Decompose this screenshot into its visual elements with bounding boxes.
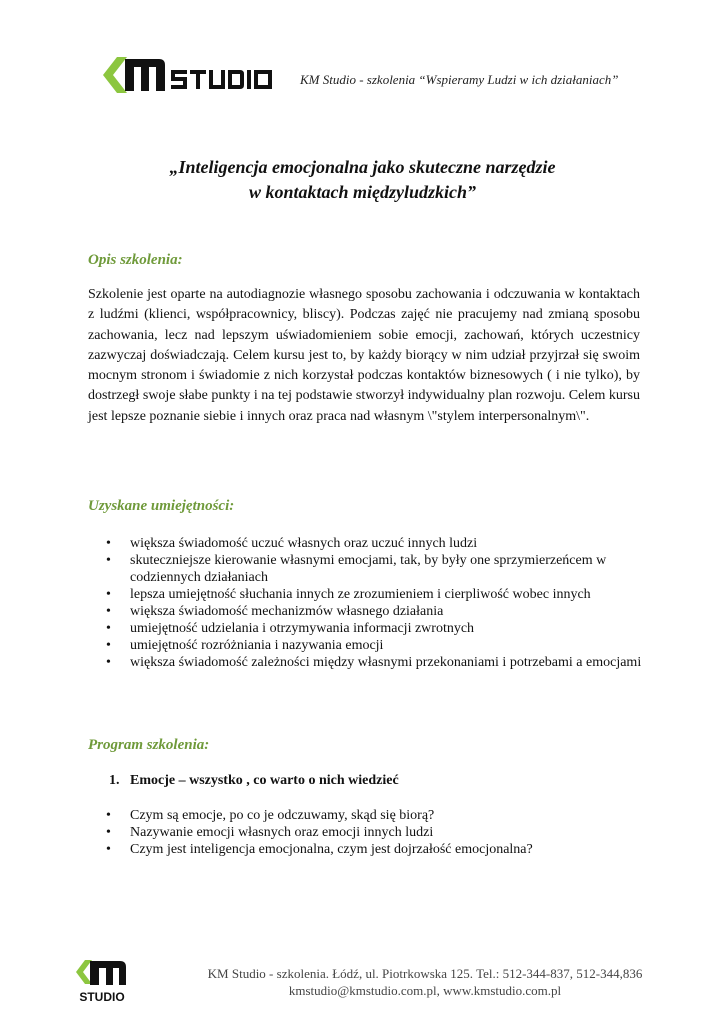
bullet-icon: • xyxy=(106,621,111,636)
list-item: • Nazywanie emocji własnych oraz emocji innych ludzi xyxy=(106,825,434,840)
bullet-icon: • xyxy=(106,655,111,670)
km-studio-logo xyxy=(103,55,273,95)
bullet-icon: • xyxy=(106,842,111,857)
footer-links: kmstudio@kmstudio.com.pl, www.kmstudio.com.pl xyxy=(288,983,562,998)
bullet-icon: • xyxy=(106,638,111,653)
opis-heading: Opis szkolenia: xyxy=(88,252,183,268)
list-item: • umiejętność udzielania i otrzymywania informacji zwrotnych xyxy=(106,621,475,636)
list-item: • umiejętność rozróżniania i nazywania emocji xyxy=(106,638,384,653)
footer-logo-text: STUDIO xyxy=(79,990,125,1003)
title-line-1: „Inteligencja emocjonalna jako skuteczne narzędzie xyxy=(169,157,556,177)
bullet-icon: • xyxy=(106,808,111,823)
footer-logo xyxy=(76,957,128,1003)
logo-chevron-shape xyxy=(103,57,127,93)
list-item: • lepsza umiejętność słuchania innych ze zrozumieniem i cierpliwość wobec innych xyxy=(106,587,591,602)
bullet-icon: • xyxy=(106,825,111,840)
list-item: • większa świadomość zależności między własnymi przekonaniami i potrzebami a emocjami xyxy=(106,655,642,670)
skills-heading: Uzyskane umiejętności: xyxy=(88,498,235,514)
program-item-title: Emocje – wszystko , co warto o nich wiedzieć xyxy=(130,773,399,788)
footer-logo-chevron xyxy=(76,960,92,984)
footer-logo-m xyxy=(90,961,126,985)
bullet-icon: • xyxy=(106,604,111,619)
list-item: • Czym są emocje, po co je odczuwamy, skąd się biorą? xyxy=(106,808,435,823)
program-sublist xyxy=(88,807,648,858)
list-item: • Czym jest inteligencja emocjonalna, czym jest dojrzałość emocjonalna? xyxy=(106,842,533,857)
footer-address: KM Studio - szkolenia. Łódź, ul. Piotrkowska 125. Tel.: 512-344-837, 512-344,836 xyxy=(207,966,643,981)
bullet-icon: • xyxy=(106,587,111,602)
program-item-1 xyxy=(109,773,399,789)
list-item: • większa świadomość mechanizmów własnego działania xyxy=(106,604,444,619)
program-item-number: 1. xyxy=(109,773,120,788)
list-item: • większa świadomość uczuć własnych oraz uczuć innych ludzi xyxy=(106,536,478,551)
skills-list xyxy=(88,535,648,671)
list-item: • skuteczniejsze kierowanie własnymi emocjami, tak, by były one sprzymierzeńcem w codziennych działaniach xyxy=(106,553,607,585)
header-tagline: KM Studio - szkolenia “Wspieramy Ludzi w ich działaniach” xyxy=(300,72,619,87)
footer-contact xyxy=(195,965,655,999)
logo-studio-letters xyxy=(171,70,272,89)
bullet-icon: • xyxy=(106,553,111,568)
program-heading: Program szkolenia: xyxy=(88,737,210,753)
bullet-icon: • xyxy=(106,536,111,551)
page-title xyxy=(0,155,725,205)
title-line-2: w kontaktach międzyludzkich” xyxy=(248,182,477,202)
logo-m-shape xyxy=(125,59,165,91)
opis-text: Szkolenie jest oparte na autodiagnozie własnego sposobu zachowania i odczuwania w kontaktach z ludźmi (klienci, współpracownicy, bliscy). Podczas zajęć nie pracujemy nad zmianą sposobu zachowania, lecz nad lepszym uświadomieniem sobie emocji, zachowań, których uczestnicy zazwyczaj doświadczają. Celem kursu jest to, by każdy biorący w nim udział przyjrzał się swoim mocnym stronom i świadomie z nich korzystał podczas kontaktów biznesowych ( i nie tylko), by dostrzegł swoje słabe punkty i na tej podstawie stworzył indywidualny plan rozwoju. Celem kursu jest lepsze poznanie siebie i innych oraz praca nad własnym \"stylem interpersonalnym\". xyxy=(88,287,640,424)
